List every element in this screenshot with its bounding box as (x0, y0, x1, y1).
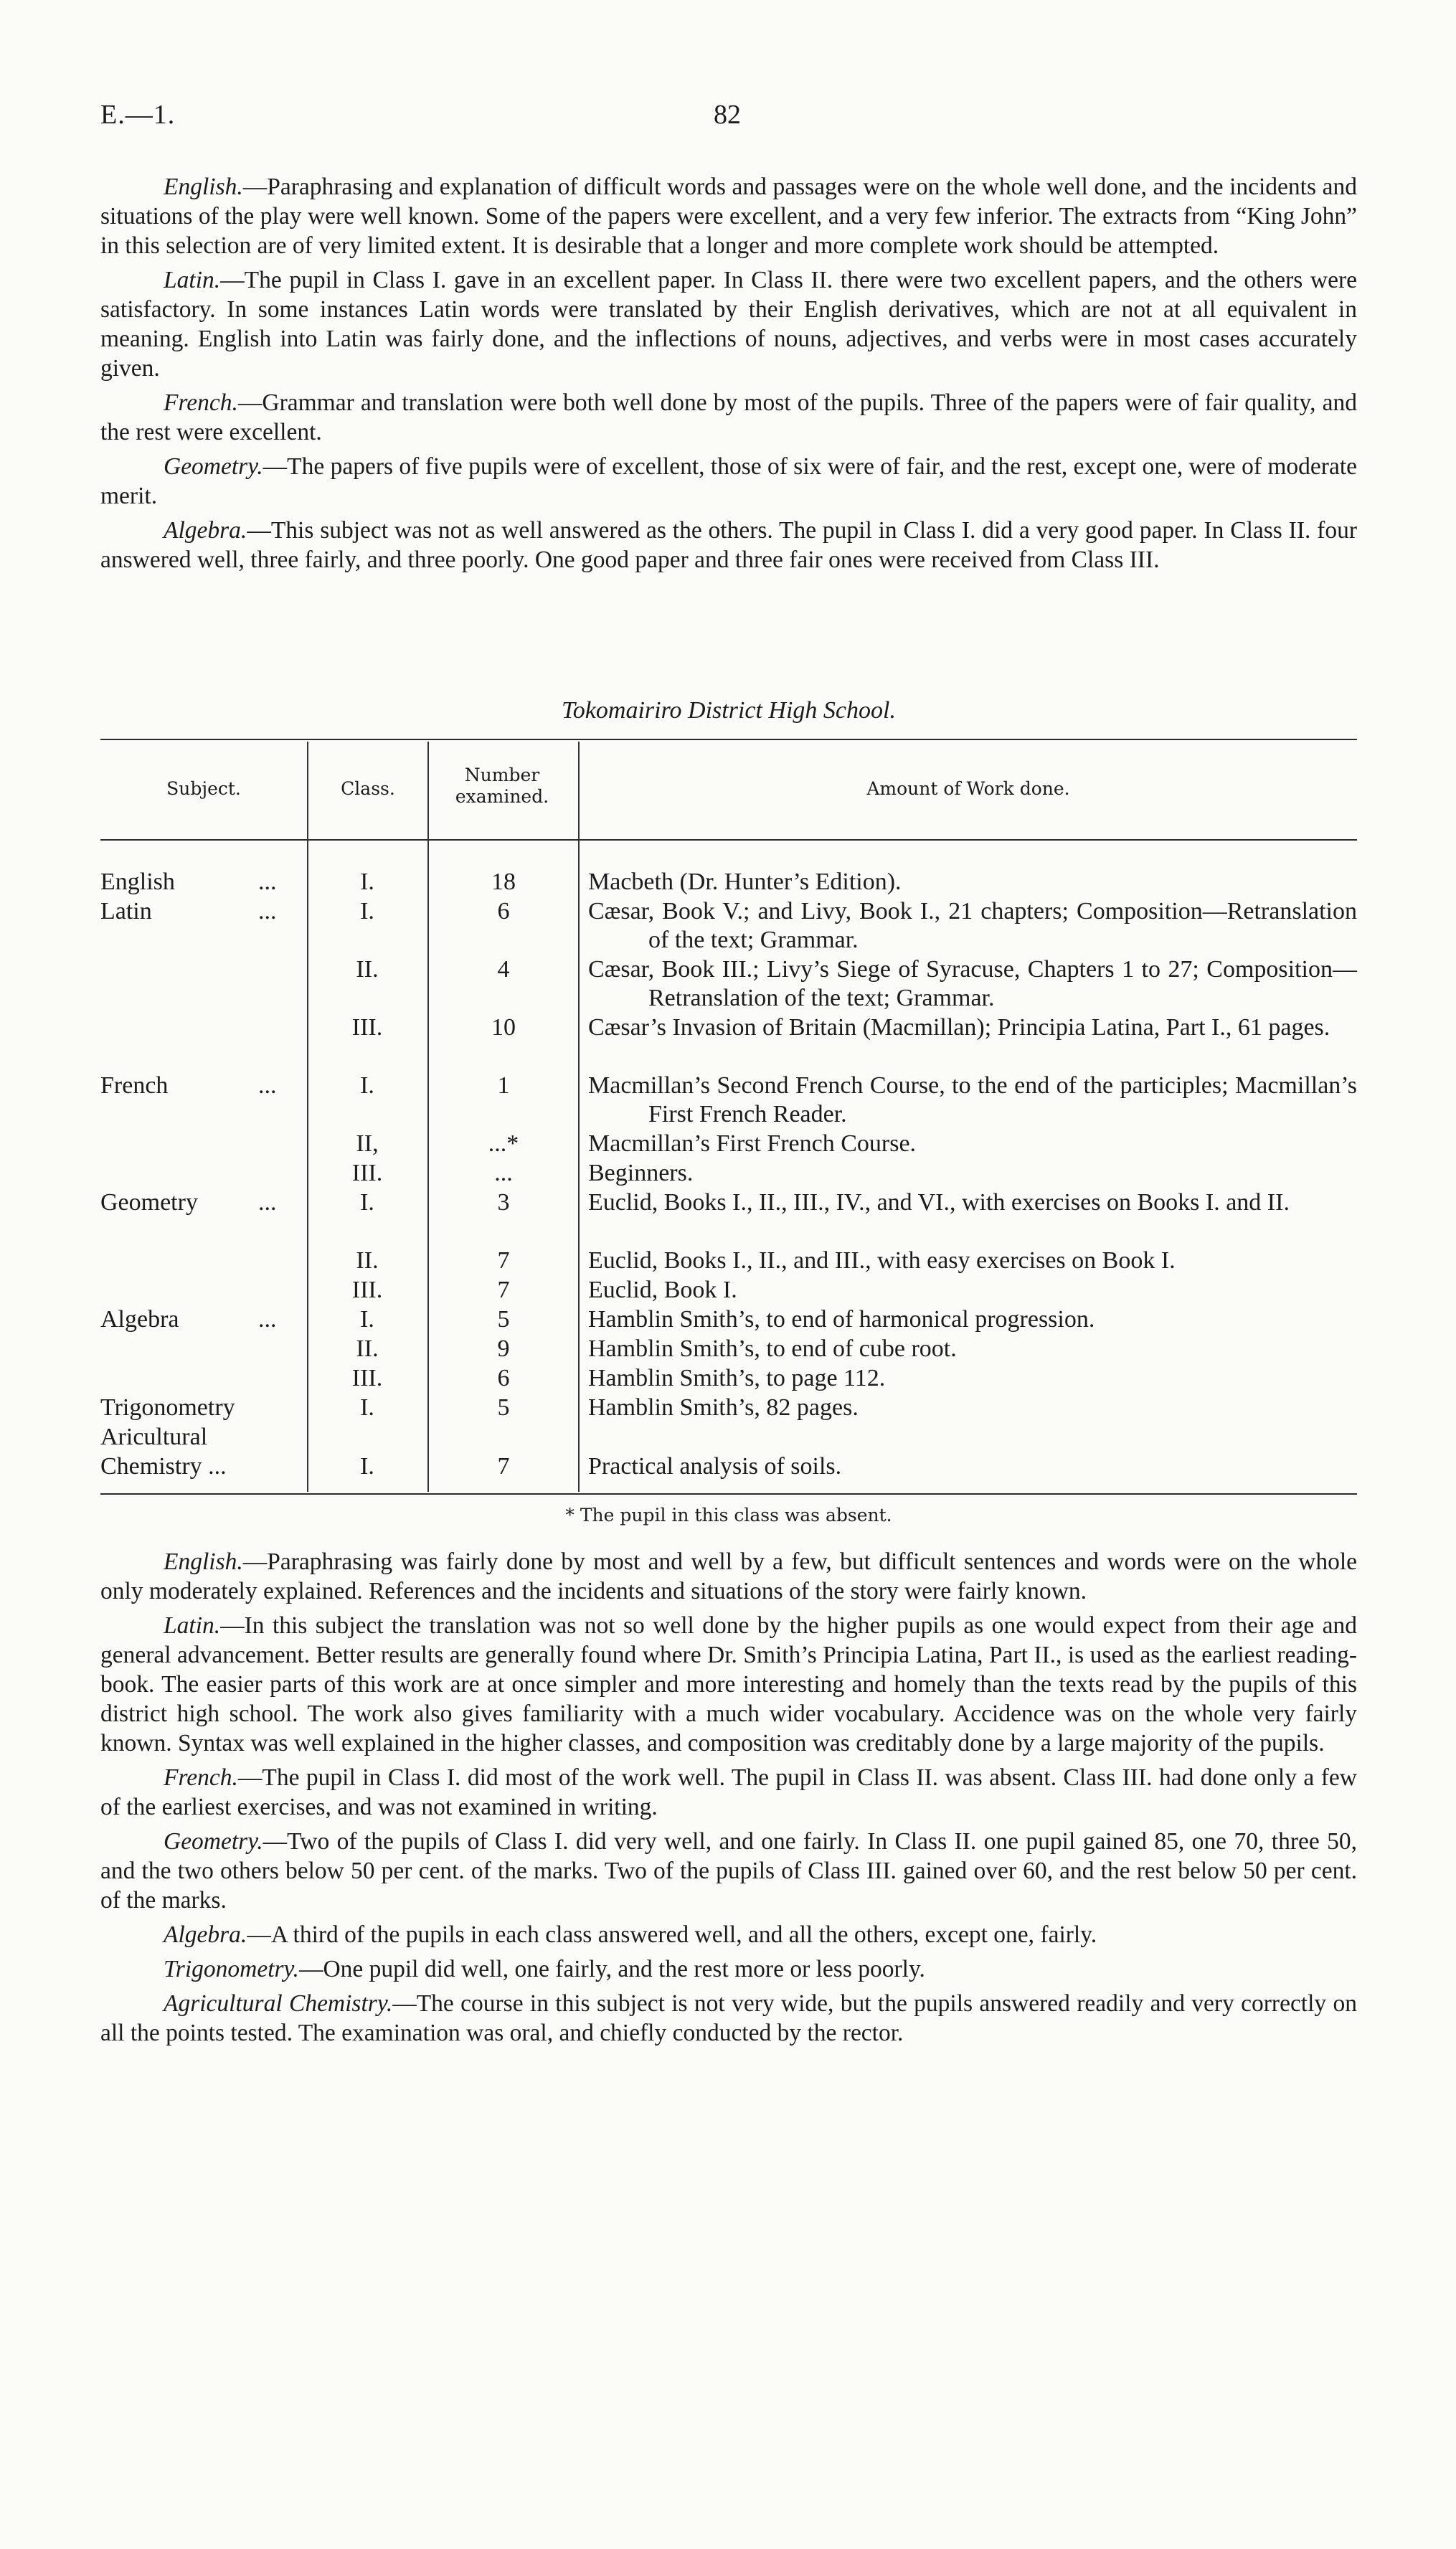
table-top-rule (100, 739, 1357, 740)
column-divider (307, 742, 308, 1492)
cell-class: I. (360, 1072, 374, 1099)
subject-heading: Latin. (164, 1612, 221, 1639)
paragraph-text: —A third of the pupils in each class answered well, and all the others, except one, fairly. (247, 1921, 1097, 1948)
subject-heading: Trigonometry. (164, 1956, 299, 1982)
subject-heading: English. (164, 174, 243, 200)
cell-class: III. (351, 1160, 383, 1186)
cell-class: I. (360, 898, 374, 924)
paragraph-text: —Grammar and translation were both well done by most of the pupils. Three of the papers were of fair quality, and the rest were excellent. (100, 389, 1357, 445)
paragraph-text: —Paraphrasing was fairly done by most and well by a few, but difficult sentences and words were on the whole only moderately explained. References and the incidents and situations of the story were fairly known. (100, 1548, 1357, 1604)
cell-number-examined: 9 (497, 1335, 510, 1362)
cell-class: III. (351, 1277, 383, 1303)
paragraph (100, 1954, 1357, 1984)
leader-dots: ... (258, 869, 277, 895)
cell-number-examined: 3 (497, 1189, 510, 1216)
paragraph (100, 516, 1357, 574)
cell-class: II, (356, 1130, 379, 1157)
cell-number-examined: 5 (497, 1306, 510, 1333)
cell-number-examined: 5 (497, 1394, 510, 1421)
cell-class: II. (356, 1247, 379, 1274)
paragraph (100, 1920, 1357, 1949)
subject-heading: Algebra. (164, 1921, 247, 1948)
cell-class: I. (360, 1306, 374, 1333)
paragraph (100, 1989, 1357, 2048)
cell-work-done: Beginners. (588, 1160, 694, 1186)
page-number: 82 (714, 100, 741, 130)
paragraph (100, 172, 1357, 260)
cell-class: II. (356, 956, 379, 983)
cell-subject: Geometry (100, 1189, 198, 1216)
cell-number-examined: 6 (497, 1365, 510, 1391)
table-title: Tokomairiro District High School. (562, 697, 896, 724)
column-header-subject: Subject. (166, 778, 241, 799)
cell-subject: English (100, 869, 175, 895)
leader-dots: ... (258, 1189, 277, 1216)
paragraph-text: —The pupil in Class I. gave in an excellent paper. In Class II. there were two excellent papers, and the others were satisfactory. In some instances Latin words were translated by their English derivatives, which are not at all equivalent in meaning. English into Latin was fairly done, and the inflections of nouns, adjectives, and verbs were in most cases accurately given. (100, 267, 1357, 382)
subject-heading: Latin. (164, 267, 221, 293)
leader-dots: ... (258, 1072, 277, 1099)
paragraph (100, 452, 1357, 511)
subject-heading: French. (164, 1764, 238, 1791)
paragraph (100, 1611, 1357, 1758)
cell-number-examined: 7 (497, 1453, 510, 1480)
paragraph-text: —Two of the pupils of Class I. did very well, and one fairly. In Class II. one pupil gained 85, one 70, three 50, and the two others below 50 per cent. of the marks. Two of the pupils of Class III. gained over 60, and the rest below 50 per cent. of the marks. (100, 1828, 1357, 1914)
cell-work-done: Euclid, Books I., II., III., IV., and VI., with exercises on Books I. and II. (588, 1189, 1290, 1216)
column-divider (578, 742, 580, 1492)
cell-class: I. (360, 869, 374, 895)
cell-subject: French (100, 1072, 169, 1099)
header-bottom-rule (100, 839, 1357, 841)
cell-class: I. (360, 1189, 374, 1216)
subject-heading: French. (164, 389, 238, 416)
cell-subject: Trigonometry (100, 1394, 235, 1421)
paragraph-text: —This subject was not as well answered as the others. The pupil in Class I. did a very good paper. In Class II. four answered well, three fairly, and three poorly. One good paper and three fair ones were received from Class III. (100, 517, 1357, 573)
leader-dots: ... (258, 898, 277, 924)
cell-work-done: Macmillan’s First French Course. (588, 1130, 917, 1157)
cell-class: II. (356, 1335, 379, 1362)
table-bottom-rule (100, 1493, 1357, 1495)
cell-subject: Chemistry ... (100, 1453, 227, 1480)
cell-work-done: Hamblin Smith’s, 82 pages. (588, 1394, 859, 1421)
cell-work-done: Hamblin Smith’s, to end of harmonical progression. (588, 1306, 1095, 1333)
column-header-class: Class. (341, 778, 395, 799)
cell-number-examined: 1 (497, 1072, 510, 1099)
paragraph-text: —The papers of five pupils were of excellent, those of six were of fair, and the rest, except one, were of moderate merit. (100, 453, 1357, 509)
subject-heading: Algebra. (164, 517, 247, 544)
paragraph-text: —The course in this subject is not very wide, but the pupils answered readily and very correctly on all the points tested. The examination was oral, and chiefly conducted by the rector. (100, 1990, 1358, 2046)
cell-number-examined: ... (494, 1160, 513, 1186)
leader-dots: ... (258, 1306, 277, 1333)
cell-number-examined: 7 (497, 1247, 510, 1274)
cell-work-done: Euclid, Book I. (588, 1277, 737, 1303)
cell-number-examined: 7 (497, 1277, 510, 1303)
paragraph (100, 1827, 1357, 1915)
cell-class: III. (351, 1014, 383, 1041)
subject-heading: Geometry. (164, 453, 263, 480)
page-header (100, 99, 1356, 135)
cell-work-done: Hamblin Smith’s, to end of cube root. (588, 1335, 957, 1362)
paragraph (100, 1547, 1357, 1606)
paragraph (100, 388, 1357, 447)
cell-number-examined: 4 (497, 956, 510, 983)
cell-work-done: Macmillan’s Second French Course, to the end of the participles; Macmillan’s First French Reader. (588, 1072, 1357, 1127)
column-header-work: Amount of Work done. (866, 778, 1070, 799)
report-reference: E.—1. (100, 100, 176, 130)
cell-subject: Algebra (100, 1306, 179, 1333)
paragraph-text: —In this subject the translation was not so well done by the higher pupils as one would expect from their age and general advancement. Better results are generally found where Dr. Smith’s Principia Latina, Part II., is used as the earliest reading-book. The easier parts of this work are at once simpler and more interesting and homely than the texts read by the pupils of this district high school. The work also gives familiarity with a much wider vocabulary. Accidence was on the whole very fairly known. Syntax was well explained in the higher classes, and composition was creditably done by a large majority of the pupils. (100, 1612, 1357, 1756)
paragraph (100, 1763, 1357, 1822)
subject-heading: English. (164, 1548, 243, 1575)
subject-heading: Geometry. (164, 1828, 263, 1855)
cell-subject: Latin (100, 898, 152, 924)
cell-number-examined: 10 (491, 1014, 516, 1041)
bottom-report-paragraphs (100, 1547, 1357, 2053)
cell-class: I. (360, 1453, 374, 1480)
cell-number-examined: 18 (491, 869, 516, 895)
subject-heading: Agricultural Chemistry. (164, 1990, 393, 2017)
paragraph-text: —One pupil did well, one fairly, and the rest more or less poorly. (298, 1956, 925, 1982)
paragraph-text: —Paraphrasing and explanation of difficult words and passages were on the whole well done, and the incidents and situations of the play were well known. Some of the papers were excellent, and a very few inferior. The extracts from “King John” in this selection are of very limited extent. It is desirable that a longer and more complete work should be attempted. (100, 174, 1357, 259)
paragraph-text: —The pupil in Class I. did most of the work well. The pupil in Class II. was absent. Class III. had done only a few of the earliest exercises, and was not examined in writing. (100, 1764, 1357, 1820)
cell-work-done: Practical analysis of soils. (588, 1453, 842, 1480)
cell-work-done: Cæsar, Book III.; Livy’s Siege of Syracuse, Chapters 1 to 27; Composition—Retranslation of the text; Grammar. (588, 956, 1357, 1011)
cell-work-done: Cæsar’s Invasion of Britain (Macmillan); Principia Latina, Part I., 61 pages. (588, 1014, 1330, 1041)
cell-work-done: Euclid, Books I., II., and III., with easy exercises on Book I. (588, 1247, 1176, 1274)
column-header-number: Number examined. (455, 765, 549, 807)
cell-subject: Aricultural (100, 1424, 208, 1450)
top-report-paragraphs (100, 172, 1357, 580)
cell-class: I. (360, 1394, 374, 1421)
cell-work-done: Hamblin Smith’s, to page 112. (588, 1365, 886, 1391)
paragraph (100, 265, 1357, 383)
cell-class: III. (351, 1365, 383, 1391)
table-footnote: * The pupil in this class was absent. (565, 1505, 892, 1526)
cell-number-examined: ...* (488, 1130, 519, 1157)
cell-work-done: Cæsar, Book V.; and Livy, Book I., 21 chapters; Composition—Retranslation of the text; Grammar. (588, 898, 1357, 953)
cell-number-examined: 6 (497, 898, 510, 924)
column-divider (427, 742, 429, 1492)
cell-work-done: Macbeth (Dr. Hunter’s Edition). (588, 869, 902, 895)
